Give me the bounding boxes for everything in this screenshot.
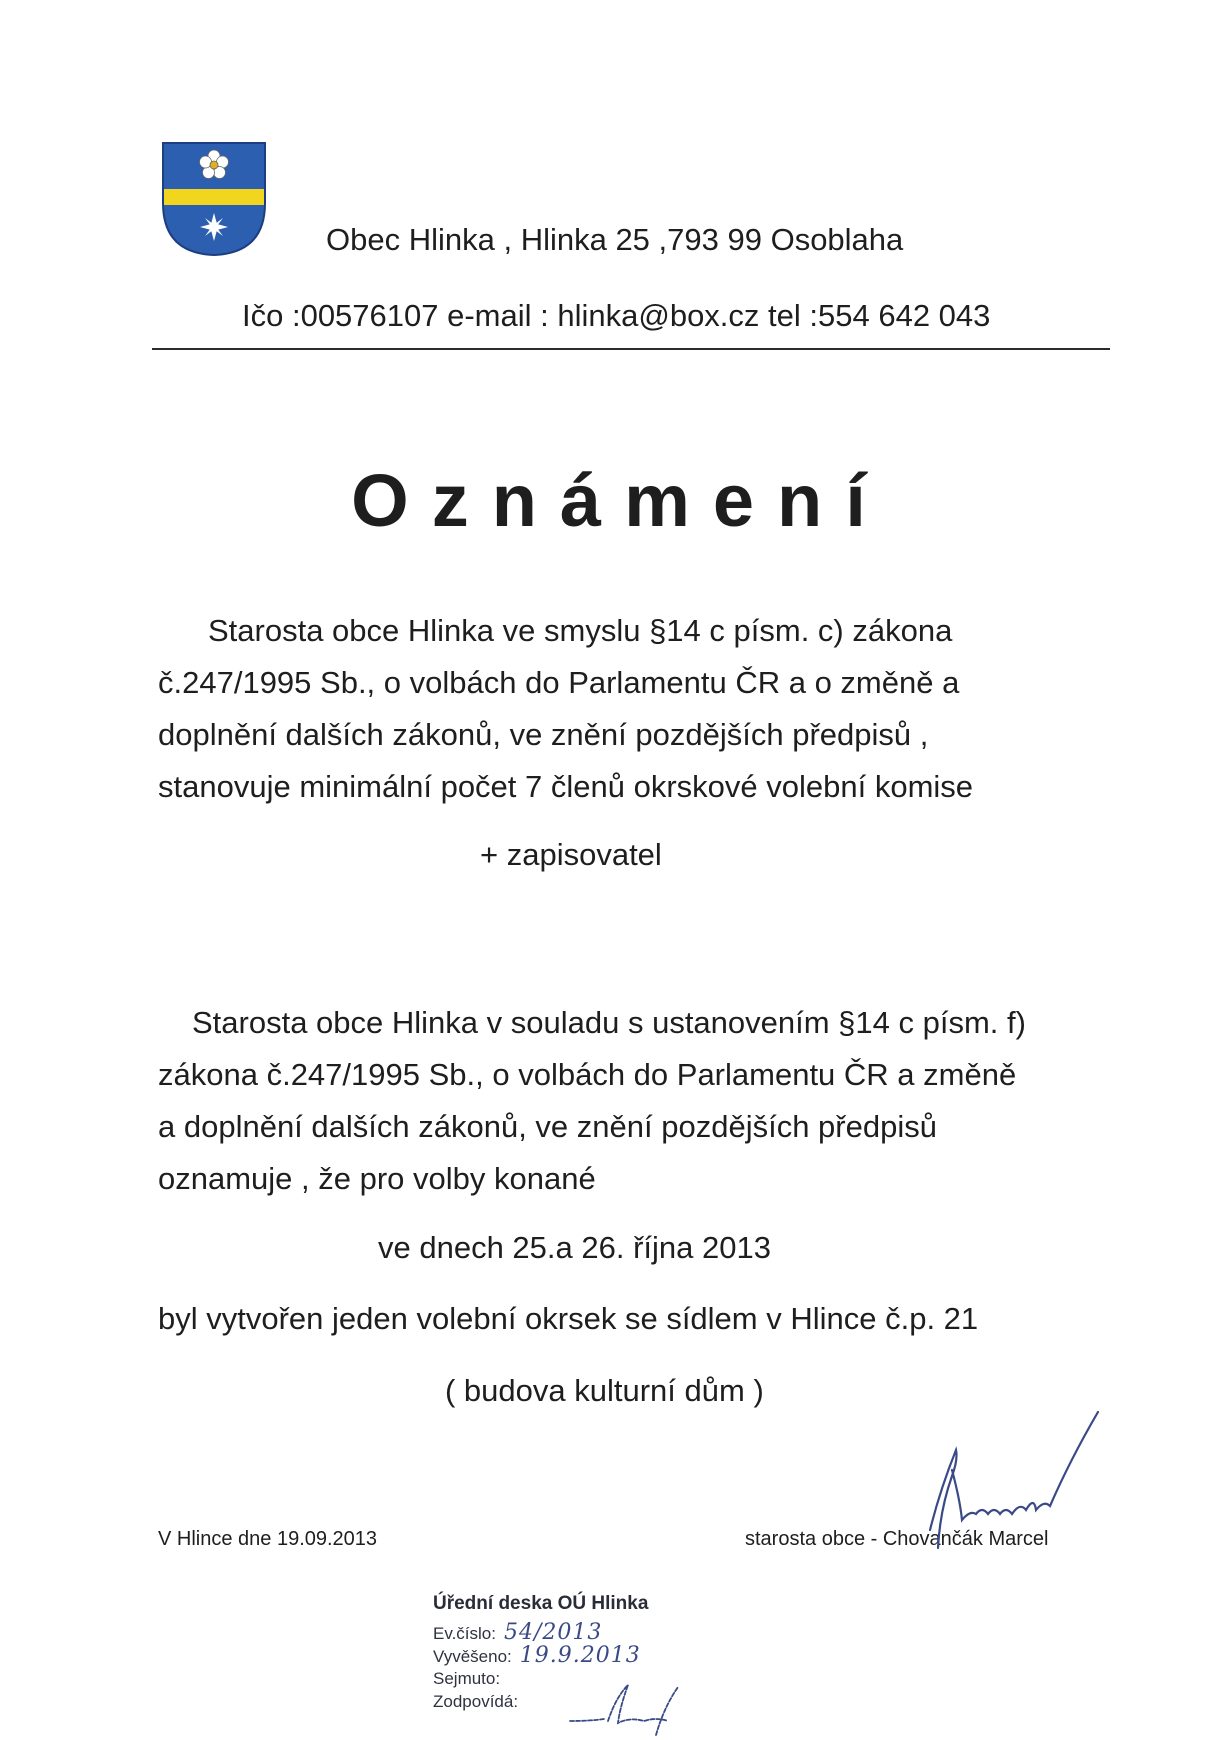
paragraph-line: oznamuje , že pro volby konané	[158, 1161, 596, 1196]
stamp-value: 19.9.2013	[519, 1643, 641, 1668]
paragraph-district	[158, 997, 1026, 1205]
stamp-row-posted	[433, 1644, 648, 1667]
stamp-value: 54/2013	[503, 1620, 603, 1645]
paragraph-line: Starosta obce Hlinka v souladu s ustanovením §14 c písm. f)	[192, 1005, 1026, 1040]
letterhead-address: Obec Hlinka , Hlinka 25 ,793 99 Osoblaha	[326, 222, 904, 257]
stamp-row-ev	[433, 1621, 648, 1644]
signature-icon	[900, 1410, 1120, 1550]
district-building: ( budova kulturní dům )	[445, 1373, 764, 1408]
paragraph-line: č.247/1995 Sb., o volbách do Parlamentu ČR a o změně a	[158, 665, 960, 700]
stamp-label: Vyvěšeno:	[433, 1647, 512, 1666]
initials-signature-icon	[560, 1677, 720, 1737]
place-and-date: V Hlince dne 19.09.2013	[158, 1528, 378, 1550]
signatory-name: starosta obce - Chovančák Marcel	[745, 1528, 1049, 1550]
stamp-label: Zodpovídá:	[433, 1692, 519, 1711]
document-title: Oznámení	[351, 459, 889, 542]
letterhead-divider	[152, 348, 1110, 350]
stamp-label: Sejmuto:	[433, 1669, 501, 1688]
paragraph-line: a doplnění dalších zákonů, ve znění pozdějších předpisů	[158, 1109, 937, 1144]
paragraph-line: stanovuje minimální počet 7 členů okrskové volební komise	[158, 769, 974, 804]
coat-of-arms-icon	[161, 141, 267, 257]
stamp-label: Ev.číslo:	[433, 1624, 496, 1643]
paragraph-line: Starosta obce Hlinka ve smyslu §14 c písm. c) zákona	[208, 613, 953, 648]
district-location: byl vytvořen jeden volební okrsek se sídlem v Hlince č.p. 21	[158, 1301, 979, 1336]
paragraph-commission	[158, 605, 973, 813]
paragraph-line: doplnění dalších zákonů, ve znění pozdějších předpisů ,	[158, 717, 929, 752]
paragraph-extra-recorder: + zapisovatel	[480, 837, 662, 872]
stamp-title: Úřední deska OÚ Hlinka	[433, 1593, 649, 1614]
election-dates: ve dnech 25.a 26. října 2013	[378, 1230, 771, 1265]
letterhead-contacts: Ičo :00576107 e-mail : hlinka@box.cz tel :554 642 043	[242, 298, 991, 333]
paragraph-line: zákona č.247/1995 Sb., o volbách do Parlamentu ČR a změně	[158, 1057, 1017, 1092]
